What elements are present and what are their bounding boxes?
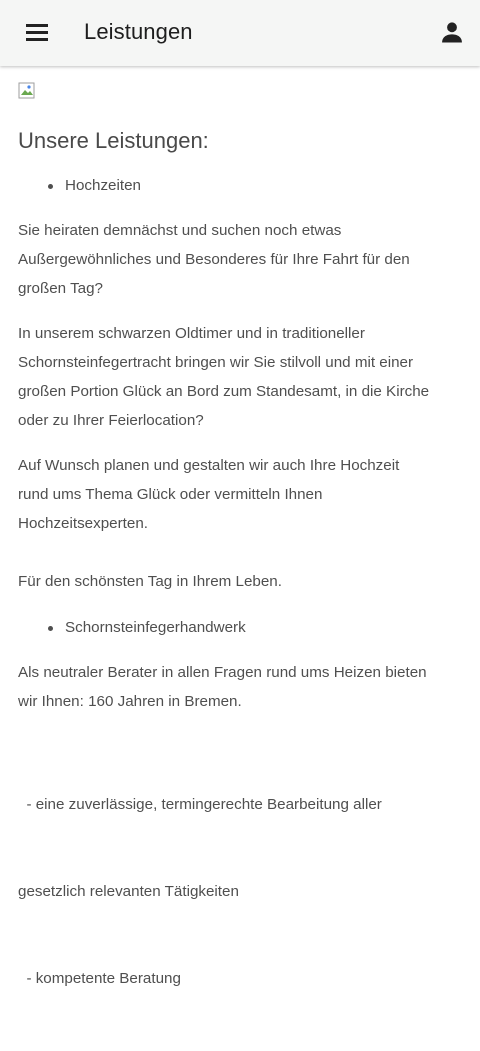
section-heading: Unsere Leistungen: [18,128,209,153]
paragraph-3: Auf Wunsch planen und gestalten wir auch Ihre Hochzeit rund ums Thema Glück oder vermitteln Ihnen Hochzeitsexperten. [18,457,400,532]
paragraph-6: - eine zuverlässige, termingerechte Bearbeitung aller gesetzlich relevanten Tätigkeiten - kompetente Beratung [18,796,382,987]
app-bar [0,0,480,66]
account-icon [438,18,466,46]
broken-image-icon [18,82,36,100]
paragraph-5: Als neutraler Berater in allen Fragen rund ums Heizen bieten wir Ihnen: 160 Jahren in Bremen. [18,664,427,710]
main-content: Unsere Leistungen: Hochzeiten Sie heiraten demnächst und suchen noch etwas Außergewöhnliches und Besonderes für Ihre Fahrt für den großen Tag? In unserem schwarzen Oldtimer und in traditioneller Schornsteinfegertracht bringen wir Sie stilvoll und mit einer großen Portion Glück an Bord zum Standesamt, in die Kirche oder zu Ihrer Feierlocation? Auf Wunsch planen und gestalten wir auch Ihre Hochzeit rund ums Thema Glück oder vermitteln Ihnen Hochzeitsexperten. Für den schönsten Tag in Ihrem Leben. Schornsteinfegerhandwerk Als neutraler Berater in allen Fragen rund ums Heizen bieten wir Ihnen: 160 Jahren in Bremen. - eine zuverlässige, termingerechte Bearbeitung aller gesetzlich relevanten Tätigkeiten - kompetente Beratung [0,66,480,800]
paragraph-1: Sie heiraten demnächst und suchen noch etwas Außergewöhnliches und Besonderes für Ihre Fahrt für den großen Tag? [18,222,410,297]
account-button[interactable] [438,18,466,46]
paragraph-4: Für den schönsten Tag in Ihrem Leben. [18,573,282,590]
menu-button[interactable] [22,20,52,46]
paragraph-2: In unserem schwarzen Oldtimer und in traditioneller Schornsteinfegertracht bringen wir Sie stilvoll und mit einer großen Portion Glück an Bord zum Standesamt, in die Kirche oder zu Ihrer Feierlocation? [18,325,430,429]
page-title: Leistungen [84,19,193,44]
